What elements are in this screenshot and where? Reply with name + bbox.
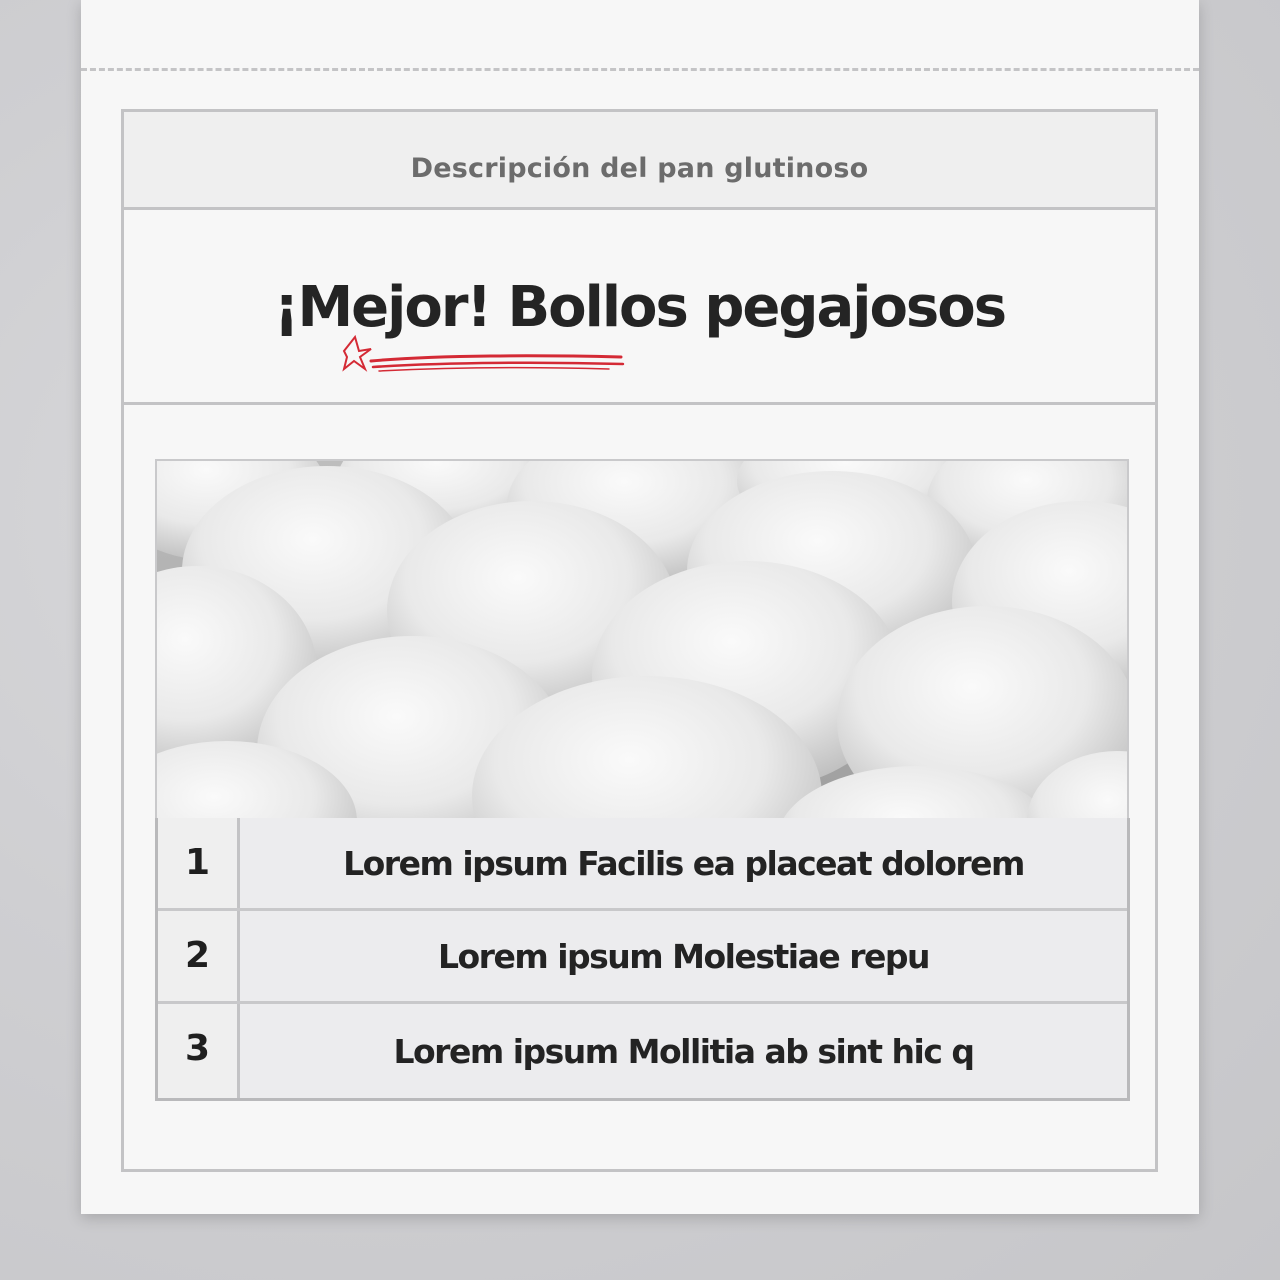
- row-number: 3: [158, 1004, 240, 1098]
- header-bar: [124, 112, 1155, 210]
- row-text: Lorem ipsum Molestiae repu: [240, 911, 1127, 1001]
- row-number: 2: [158, 911, 240, 1001]
- numbered-list-table: [155, 818, 1130, 1101]
- table-row: [158, 911, 1127, 1004]
- sticky-buns-photo: [155, 459, 1129, 820]
- underline-squiggle-icon: [339, 327, 639, 377]
- table-row: [158, 818, 1127, 911]
- buns-illustration: [157, 461, 1127, 818]
- header-label: Descripción del pan glutinoso: [410, 153, 869, 184]
- dashed-divider: [81, 68, 1199, 71]
- table-row: [158, 1004, 1127, 1098]
- title-band: [124, 210, 1155, 405]
- page-title: ¡Mejor! Bollos pegajosos: [273, 275, 1006, 340]
- row-number: 1: [158, 818, 240, 908]
- row-text: Lorem ipsum Facilis ea placeat dolorem: [240, 818, 1127, 908]
- row-text: Lorem ipsum Mollitia ab sint hic q: [240, 1004, 1127, 1098]
- content-frame: [121, 109, 1158, 1172]
- paper-card: [81, 0, 1199, 1214]
